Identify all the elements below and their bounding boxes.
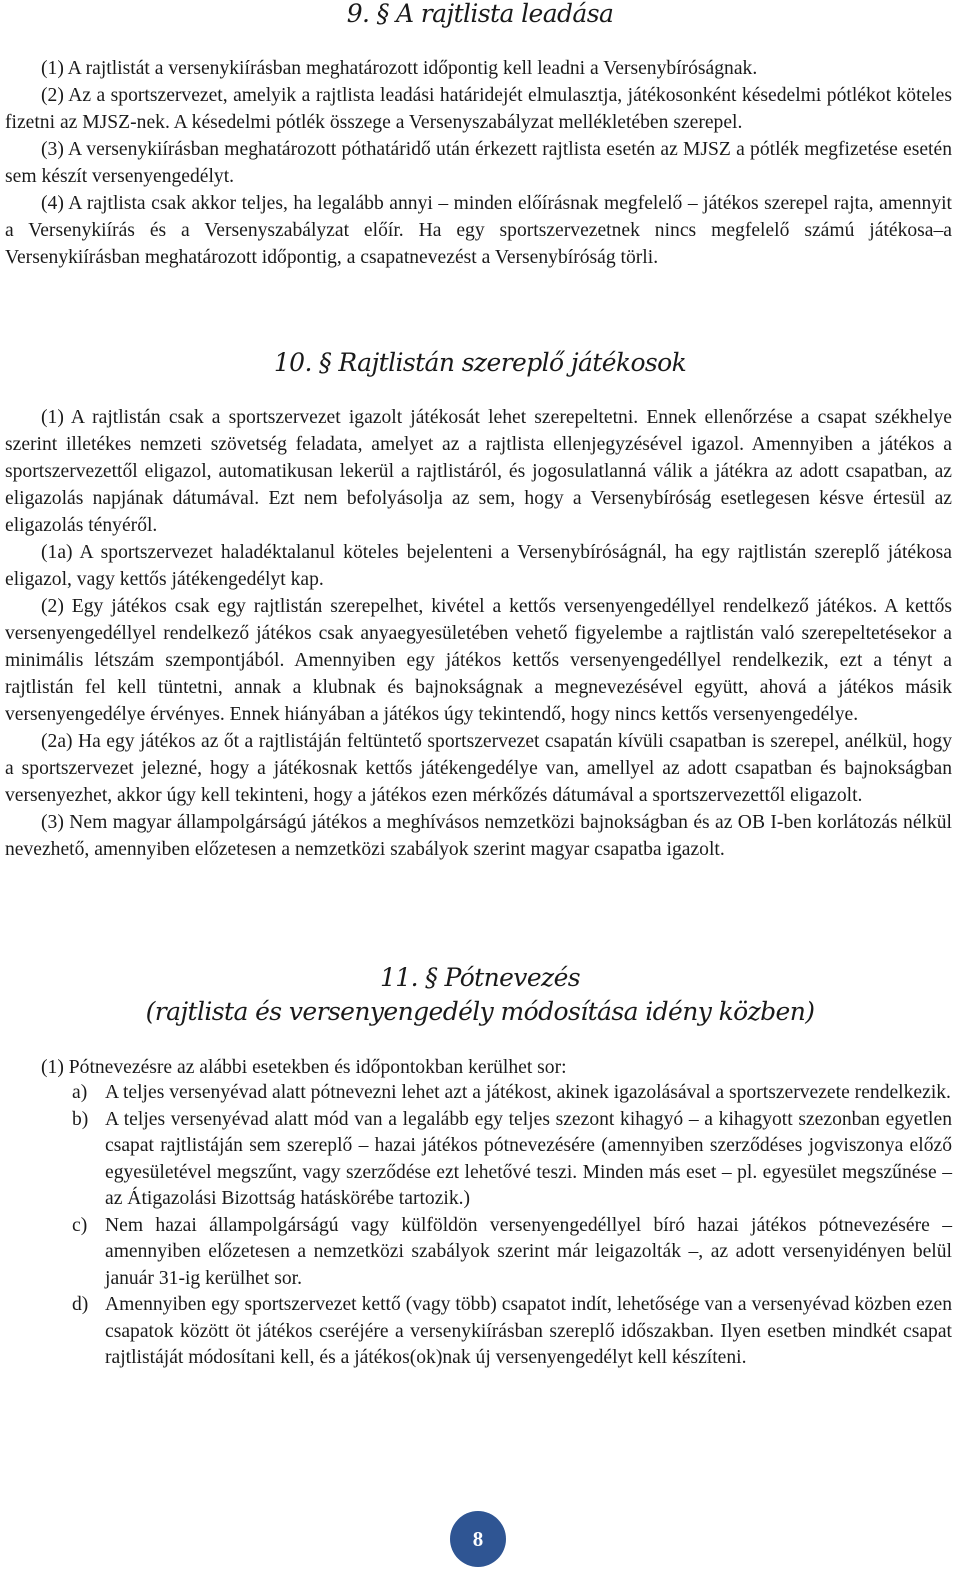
list-item-text: Amennyiben egy sportszervezet kettő (vagy több) csapatot indít, lehetősége van a versenyévad közben ezen csapatok között öt játékos cseréjére a versenykiírásban szereplő időszakban. Ilyen esetben mindkét csapat rajtlistáját módosítani kell, és a játékos(ok)nak új versenyengedélyt kell készíteni. [105,1294,952,1368]
paragraph-11-1: (1) Pótnevezésre az alábbi esetekben és időpontokban kerülhet sor: [41,1057,567,1078]
list-item-label: b) [72,1108,89,1130]
list-item-label: c) [72,1214,88,1236]
paragraph-9-3: (3) A versenykiírásban meghatározott póthatáridő után érkezett rajtlista esetén az MJSZ a pótlék megfizetése esetén sem készít versenyengedélyt. [5,139,952,187]
section-11-list [72,1080,952,1372]
list-item [72,1080,952,1107]
paragraph-9-4: (4) A rajtlista csak akkor teljes, ha legalább annyi – minden előírásnak megfelelő – játékos szerepel rajta, amennyit a Versenykiírás és a Versenyszabályzat előír. Ha egy sportszervezetnek nincs megfelelő számú játékosa–a Versenykiírásban meghatározott időpontig, a csapatnevezést a Versenybíróság törli. [5,193,952,268]
list-item-label: a) [72,1082,88,1103]
list-item-text: A teljes versenyévad alatt pótnevezni lehet azt a játékost, akinek igazolásával a sportszervezete rendelkezik. [105,1082,951,1103]
list-item-text: A teljes versenyévad alatt mód van a legalább egy teljes szezont kihagyó – a kihagyott szezonban egyetlen csapat rajtlistáján sem szereplő – hazai játékos pótnevezésére (amennyiben szerződéses jogviszonya előző egyesületével megszűnt, vagy szerződése ezt lehetővé teszi. Minden más eset – pl. egyesület megszűnése – az Átigazolási Bizottság hatáskörébe tartozik.) [105,1108,952,1209]
section-11-subtitle: (rajtlista és versenyengedély módosítása idény közben) [145,997,815,1026]
section-11-title: 11. § Pótnevezés [379,963,581,992]
list-item [72,1213,952,1293]
paragraph-10-2: (2) Egy játékos csak egy rajtlistán szerepelhet, kivétel a kettős versenyengedéllyel rendelkező játékos. A kettős versenyengedéllyel rendelkező játékos csak anyaegyesületében vehető figyelembe a rajtlistán való szerepeltetésekor a minimális létszám szempontjából. Amennyiben egy játékos kettős versenyengedéllyel rendelkezik, ezt a tényt a rajtlistán fel kell tüntetni, annak a klubnak és bajnokságnak a megnevezésével együtt, ahová a játékos másik versenyengedélye érvényes. Ennek hiányában a játékos úgy tekintendő, hogy nincs kettős versenyengedélye. [5,596,952,725]
page-number-badge: 8 [450,1511,506,1567]
section-9-body [5,55,952,271]
paragraph-10-3: (3) Nem magyar állampolgárságú játékos a meghívásos nemzetközi bajnokságban és az OB I-ben korlátozás nélkül nevezhető, amennyiben előzetesen a nemzetközi szabályok szerint magyar csapatba igazolt. [5,812,952,860]
section-11-intro [5,1054,952,1081]
list-item [72,1107,952,1213]
list-item-text: Nem hazai állampolgárságú vagy külföldön versenyengedéllyel bíró hazai játékos pótnevezésére – amennyiben előzetesen a nemzetközi szabályok szerint már leigazolták –, az adott versenyidényen belül január 31-ig kerülhet sor. [105,1214,952,1289]
section-10-body [5,404,952,863]
list-item-label: d) [72,1294,89,1315]
list-item [72,1292,952,1372]
paragraph-10-1: (1) A rajtlistán csak a sportszervezet igazolt játékosát lehet szerepeltetni. Ennek ellenőrzése a csapat székhelye szerint illetékes nemzeti szövetség feladata, amelyet az a rajtlista ellenjegyzésével igazol. Amennyiben a játékos a sportszervezettől eligazol, automatikusan lekerül a rajtlistáról, és jogosulatlanná válik a játékra az adott csapatban, az eligazolás napjának dátumával. Ezt nem befolyásolja az sem, hogy a Versenybíróság esetlegesen késve értesül az eligazolás tényéről. [5,407,952,536]
section-9-title: 9. § A rajtlista leadása [346,0,614,28]
paragraph-10-1a: (1a) A sportszervezet haladéktalanul köteles bejelenteni a Versenybíróságnál, ha egy rajtlistán szereplő játékosa eligazol, vagy kettős játékengedélyt kap. [5,542,952,590]
section-10-title: 10. § Rajtlistán szereplő játékosok [273,348,687,377]
paragraph-10-2a: (2a) Ha egy játékos az őt a rajtlistáján feltüntető sportszervezet csapatán kívüli csapatban is szerepel, anélkül, hogy a sportszervezet jelezné, hogy a játékosnak kettős játékengedélye van, amellyel az adott csapatban és bajnokságban versenyezhet, akkor úgy kell tekinteni, hogy a játékos ezen mérkőzés dátumával a sportszervezettől eligazolt. [5,731,952,806]
paragraph-9-1: (1) A rajtlistát a versenykiírásban meghatározott időpontig kell leadni a Versenybíróságnak. [41,58,758,79]
paragraph-9-2: (2) Az a sportszervezet, amelyik a rajtlista leadási határidejét elmulasztja, játékosonként késedelmi pótlékot köteles fizetni az MJSZ-nek. A késedelmi pótlék összege a Versenyszabályzat mellékletében szerepel. [5,85,952,133]
